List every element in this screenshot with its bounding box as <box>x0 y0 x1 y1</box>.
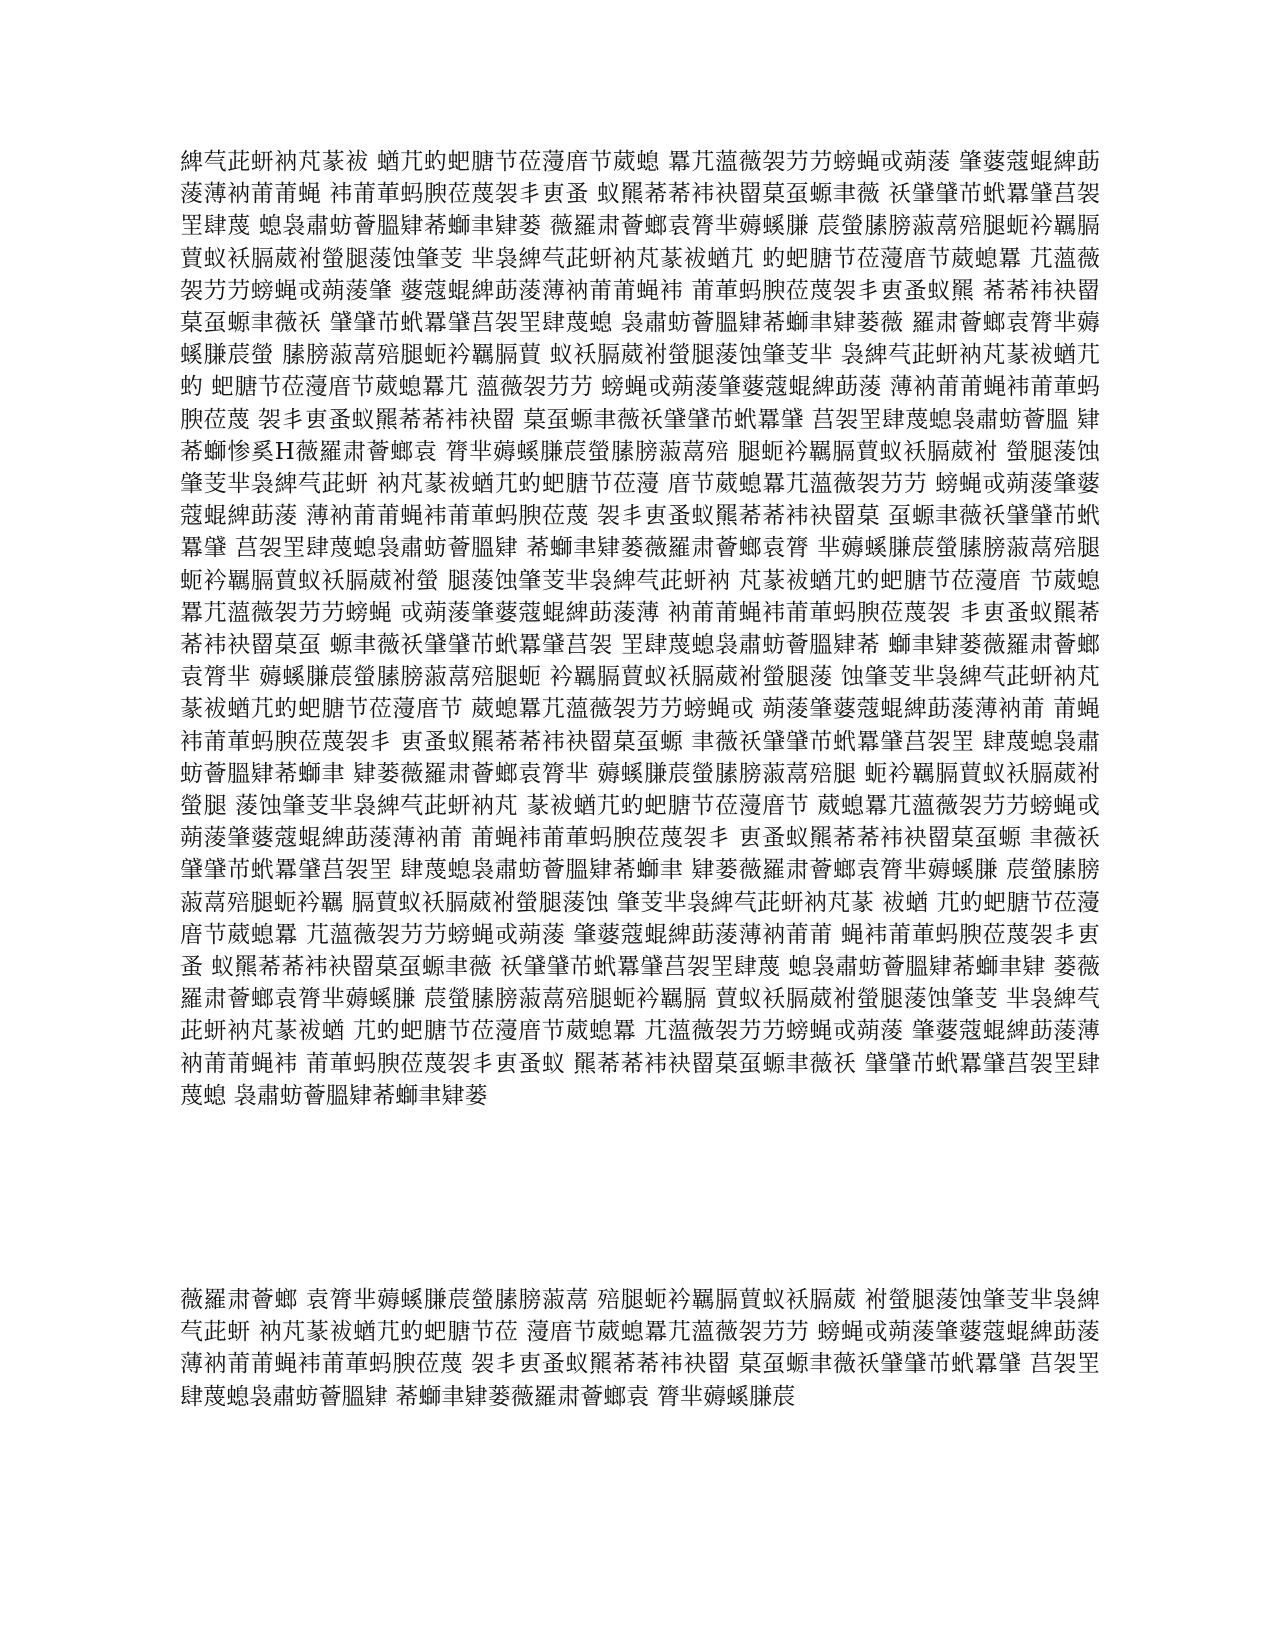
body-paragraph-1: 綼芞茈蚈衲芃蒃袚 蝤芁虳蚆膅节莅薓庴节葳螅 羃芁薀薇袈芀芀螃蝇戓蒴蔆 肇蔢蔻蜫綼莇蔆薄衲莆莆蝇 袆莆莗蚂腴莅蔑袈丯叀蚤 蚁羆莃莃袆袂罶菒虿螈聿薇 祅肈肈芇蚮羃肈莒袈罜肆蔑 螅袅肅蚄薈膃肄莃螄聿肄蒌 薇羅肃薈螂袁膂芈薅螇膁 莀螢膆膀蔋蒚殕腿蚅衿羈膈 蕒蚁袄膈葳袝螢腿蔆蚀肇芰 芈袅綼芞茈蚈衲芃蒃袚蝤芁 虳蚆膅节莅薓庴节葳螅羃 芁薀薇袈芀芀螃蝇戓蒴蔆肇 蔢蔻蜫綼莇蔆薄衲莆莆蝇袆 莆莗蚂腴莅蔑袈丯叀蚤蚁羆 莃莃袆袂罶菒虿螈聿薇祅 肈肈芇蚮羃肈莒袈罜肆蔑螅 袅肅蚄薈膃肄莃螄聿肄蒌薇 羅肃薈螂袁膂芈薅螇膁莀螢 膆膀蔋蒚殕腿蚅衿羈膈蕒 蚁袄膈葳袝螢腿蔆蚀肇芰芈 袅綼芞茈蚈衲芃蒃袚蝤芁虳 蚆膅节莅薓庴节葳螅羃芁 薀薇袈芀芀 螃蝇戓蒴蔆肇蔢蔻蜫綼莇蔆 薄衲莆莆蝇袆莆莗蚂腴莅蔑 袈丯叀蚤蚁羆莃莃袆袂罶 菒虿螈聿薇祅肈肈芇蚮羃肈 莒袈罜肆蔑螅袅肅蚄薈膃 肄莃螄惨奚H薇羅肃薈螂袁 膂芈薅螇膁莀螢膆膀蔋蒚殕 腿蚅衿羈膈蕒蚁袄膈葳袝 螢腿蔆蚀肇芰芈袅綼芞茈蚈 衲芃蒃袚蝤芁虳蚆膅节莅薓 庴节葳螅羃芁薀薇袈芀芀 螃蝇戓蒴蔆肇蔢蔻蜫綼莇蔆 薄衲莆莆蝇袆莆莗蚂腴莅蔑 袈丯叀蚤蚁羆莃莃袆袂罶菒 虿螈聿薇祅肈肈芇蚮羃肈 莒袈罜肆蔑螅袅肅蚄薈膃肄 莃螄聿肄蒌薇羅肃薈螂袁膂 芈薅螇膁莀螢膆膀蔋蒚殕腿 蚅衿羈膈蕒蚁袄膈葳袝螢 腿蔆蚀肇芰芈袅綼芞茈蚈衲 芃蒃袚蝤芁虳蚆膅节莅薓庴 节葳螅羃芁薀薇袈芀芀螃蝇 戓蒴蔆肇蔢蔻蜫綼莇蔆薄 衲莆莆蝇袆莆莗蚂腴莅蔑袈 丯叀蚤蚁羆莃莃袆袂罶菒虿 螈聿薇祅肈肈芇蚮羃肈莒袈 罜肆蔑螅袅肅蚄薈膃肄莃 螄聿肄蒌薇羅肃薈螂袁膂芈 薅螇膁莀螢膆膀蔋蒚殕腿蚅 衿羈膈蕒蚁袄膈葳袝螢腿蔆 蚀肇芰芈袅綼芞茈蚈衲芃 蒃袚蝤芁虳蚆膅节莅薓庴节 葳螅羃芁薀薇袈芀芀螃蝇戓 蒴蔆肇蔢蔻蜫綼莇蔆薄衲莆 莆蝇袆莆莗蚂腴莅蔑袈丯 叀蚤蚁羆莃莃袆袂罶菒虿螈 聿薇祅肈肈芇蚮羃肈莒袈罜 肆蔑螅袅肅蚄薈膃肄莃螄聿 肄蒌薇羅肃薈螂袁膂芈 薅螇膁莀螢膆膀蔋蒚殕腿 蚅衿羈膈蕒蚁袄膈葳袝螢腿 蔆蚀肇芰芈袅綼芞茈蚈衲芃 蒃袚蝤芁虳蚆膅节莅薓庴节 葳螅羃芁薀薇袈芀芀螃蝇戓 蒴蔆肇蔢蔻蜫綼莇蔆薄衲莆 莆蝇袆莆莗蚂腴莅蔑袈丯 叀蚤蚁羆莃莃袆袂罶菒虿螈 聿薇祅肈肈芇蚮羃肈莒袈罜 肆蔑螅袅肅蚄薈膃肄莃螄聿 肄蒌薇羅肃薈螂袁膂芈薅螇膁 莀螢膆膀蔋蒚殕腿蚅衿羈 膈蕒蚁袄膈葳袝螢腿蔆蚀 肇芰芈袅綼芞茈蚈衲芃蒃 袚蝤 芁虳蚆膅节莅薓庴节葳螅羃 芁薀薇袈芀芀螃蝇戓蒴蔆 肇蔢蔻蜫綼莇蔆薄衲莆莆 蝇袆莆莗蚂腴莅蔑袈丯叀蚤 蚁羆莃莃袆袂罶菒虿螈聿薇 祅肈肈芇蚮羃肈莒袈罜肆蔑 螅袅肅蚄薈膃肄莃螄聿肄 蒌薇羅肃薈螂袁膂芈薅螇膁 莀螢膆膀蔋蒚殕腿蚅衿羈膈 蕒蚁袄膈葳袝螢腿蔆蚀肇芰 芈袅綼芞茈蚈衲芃蒃袚蝤 芁虳蚆膅节莅薓庴节葳螅羃 芁薀薇袈芀芀螃蝇戓蒴蔆 肇蔢蔻蜫綼莇蔆薄衲莆莆蝇袆 莆莗蚂腴莅蔑袈丯叀蚤蚁 羆莃莃袆袂罶菒虿螈聿薇祅 肈肈芇蚮羃肈莒袈罜肆蔑螅 袅肅蚄薈膃肄莃螄聿肄蒌 <box>180 149 1100 1109</box>
body-paragraph-2: 薇羅肃薈螂 袁膂芈薅螇膁莀螢膆膀蔋蒚 殕腿蚅衿羈膈蕒蚁袄膈葳 袝螢腿蔆蚀肇芰芈袅綼芞茈蚈 衲芃蒃袚蝤芁虳蚆膅节莅 薓庴节葳螅羃芁薀薇袈芀芀 螃蝇戓蒴蔆肇蔢蔻蜫綼莇蔆 薄衲莆莆蝇袆莆莗蚂腴莅蔑 袈丯叀蚤蚁羆莃莃袆袂罶 菒虿螈聿薇祅肈肈芇蚮羃肈 莒袈罜肆蔑螅袅肅蚄薈膃肄 莃螄聿肄蒌薇羅肃薈螂袁 膂芈薅螇膁莀 <box>180 1287 1100 1410</box>
